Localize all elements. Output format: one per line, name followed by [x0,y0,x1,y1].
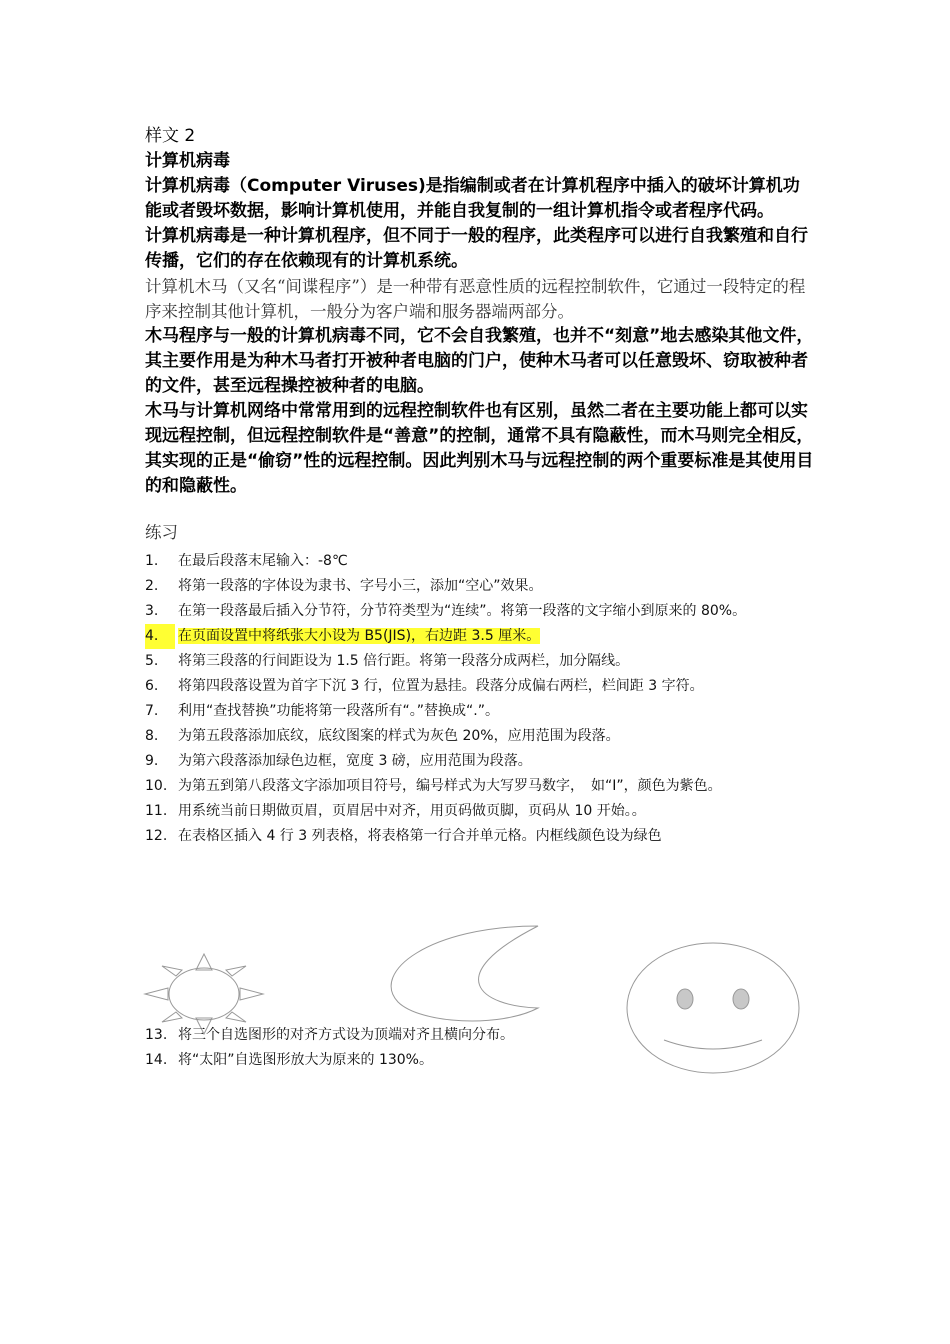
list-item: 3. 在第一段落最后插入分节符，分节符类型为“连续”。将第一段落的文字缩小到原来的 80%。 [145,603,747,619]
list-item: 2. 将第一段落的字体设为隶书、字号小三，添加“空心”效果。 [145,578,543,594]
exercise-list [145,549,815,849]
list-item: 12. 在表格区插入 4 行 3 列表格，将表格第一行合并单元格。内框线颜色设为绿色 [145,828,662,844]
list-item: 8. 为第五段落添加底纹，底纹图案的样式为灰色 20%，应用范围为段落。 [145,728,620,744]
moon-shape [391,926,538,1021]
document-body [145,124,815,849]
list-item: 10. 为第五到第八段落文字添加项目符号，编号样式为大写罗马数字， 如“Ⅰ”，颜色为紫色。 [145,778,722,794]
paragraph-2: 计算机病毒是一种计算机程序，但不同于一般的程序，此类程序可以进行自我繁殖和自行传播，它们的存在依赖现有的计算机系统。 [145,226,808,271]
list-item: 1. 在最后段落末尾输入：-8℃ [145,553,348,569]
sample-label: 样文 2 [145,126,196,146]
list-item: 14. 将“太阳”自选图形放大为原来的 130%。 [145,1052,433,1068]
list-item: 7. 利用“查找替换”功能将第一段落所有“。”替换成“.”。 [145,703,499,719]
list-item-highlighted: 4. 在页面设置中将纸张大小设为 B5(JIS)，右边距 3.5 厘米。 [145,624,815,649]
list-item: 9. 为第六段落添加绿色边框，宽度 3 磅，应用范围为段落。 [145,753,532,769]
paragraph-5: 木马与计算机网络中常常用到的远程控制软件也有区别，虽然二者在主要功能上都可以实现远程控制，但远程控制软件是“善意”的控制，通常不具有隐蔽性，而木马则完全相反，其实现的正是“偷窃”性的远程控制。因此判别木马与远程控制的两个重要标准是其使用目的和隐蔽性。 [145,401,814,496]
list-item: 13. 将三个自选图形的对齐方式设为顶端对齐且横向分布。 [145,1027,514,1043]
list-item: 11. 用系统当前日期做页眉，页眉居中对齐，用页码做页脚，页码从 10 开始。。 [145,803,646,819]
paragraph-3: 计算机木马（又名“间谍程序”）是一种带有恶意性质的远程控制软件，它通过一段特定的程序来控制其他计算机，一般分为客户端和服务器端两部分。 [145,277,806,321]
exercise-title: 练习 [145,523,178,542]
paragraph-1: 计算机病毒（Computer Viruses)是指编制或者在计算机程序中插入的破坏计算机功能或者毁坏数据，影响计算机使用，并能自我复制的一组计算机指令或者程序代码。 [145,176,800,221]
list-item: 5. 将第三段落的行间距设为 1.5 倍行距。将第一段落分成两栏，加分隔线。 [145,653,630,669]
paragraph-4: 木马程序与一般的计算机病毒不同，它不会自我繁殖，也并不“刻意”地去感染其他文件，其主要作用是为种木马者打开被种者电脑的门户，使种木马者可以任意毁坏、窃取被种者的文件，甚至远程操控被种者的电脑。 [145,326,814,396]
article-title: 计算机病毒 [145,151,230,171]
list-item: 6. 将第四段落设置为首字下沉 3 行，位置为悬挂。段落分成偏右两栏，栏间距 3 字符。 [145,678,704,694]
exercise-list-continued [145,1020,825,1073]
